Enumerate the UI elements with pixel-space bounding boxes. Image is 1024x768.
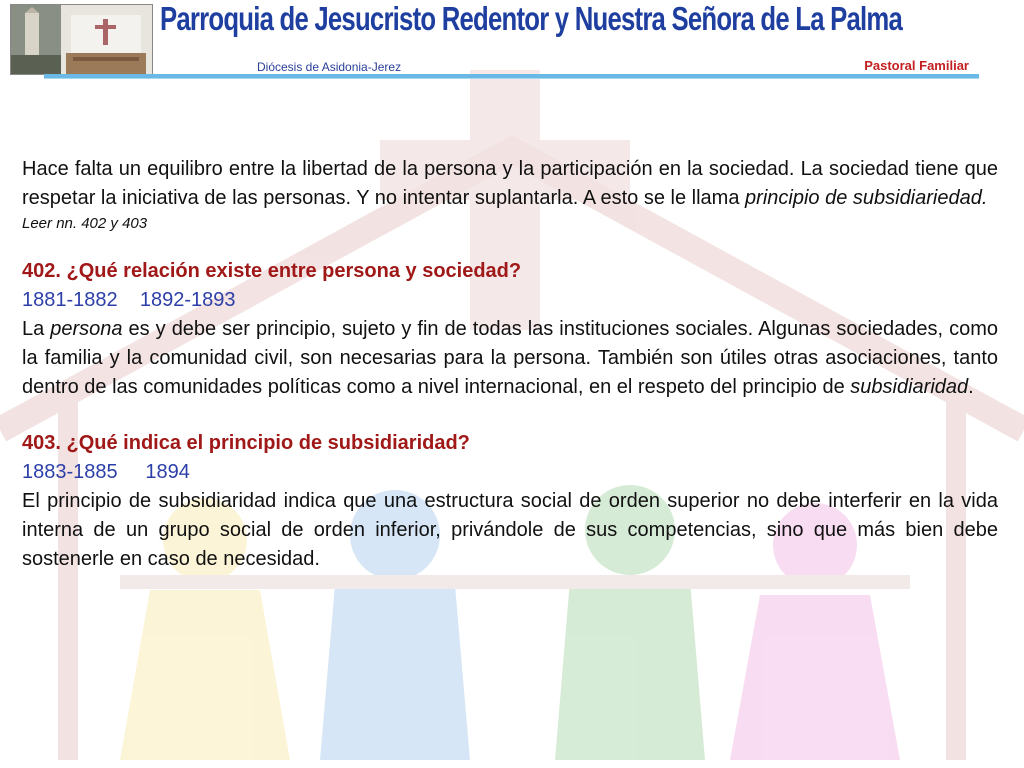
arms-chain [120, 575, 910, 589]
spacer [22, 402, 998, 429]
main-content [22, 155, 998, 574]
church-photo [10, 4, 153, 75]
intro-paragraph: Hace falta un equilibro entre la libertad de la persona y la participación en la sociedad. La sociedad tiene que respetar la iniciativa de las personas. Y no intentar suplantarla. A esto se le llama principio de subsidiariedad. [22, 158, 998, 209]
section-label: Pastoral Familiar [864, 58, 969, 73]
diocese-label: Diócesis de Asidonia-Jerez [257, 60, 402, 74]
refs-403: 1883-1885 1894 [22, 461, 190, 483]
answer-403: El principio de subsidiaridad indica que una estructura social de orden superior no debe interferir en la vida interna de un grupo social de orden inferior, privándole de sus competencias, sino que más bien debe sostenerle en caso de necesidad. [22, 490, 998, 570]
refs-402: 1881-1882 1892-1893 [22, 289, 236, 311]
reading-note: Leer nn. 402 y 403 [22, 215, 148, 232]
parish-title: Parroquia de Jesucristo Redentor y Nuestra Señora de La Palma [160, 0, 903, 37]
header-divider [44, 74, 979, 78]
spacer [22, 235, 998, 257]
question-403: 403. ¿Qué indica el principio de subsidiaridad? [22, 432, 470, 454]
question-402: 402. ¿Qué relación existe entre persona y sociedad? [22, 260, 522, 282]
answer-402: La persona es y debe ser principio, sujeto y fin de todas las instituciones sociales. Algunas sociedades, como la familia y la comunidad civil, son necesarias para la persona. También son útiles otras asociaciones, tanto dentro de las comunidades políticas como a nivel internacional, en el respeto del principio de subsidiaridad. [22, 318, 998, 398]
